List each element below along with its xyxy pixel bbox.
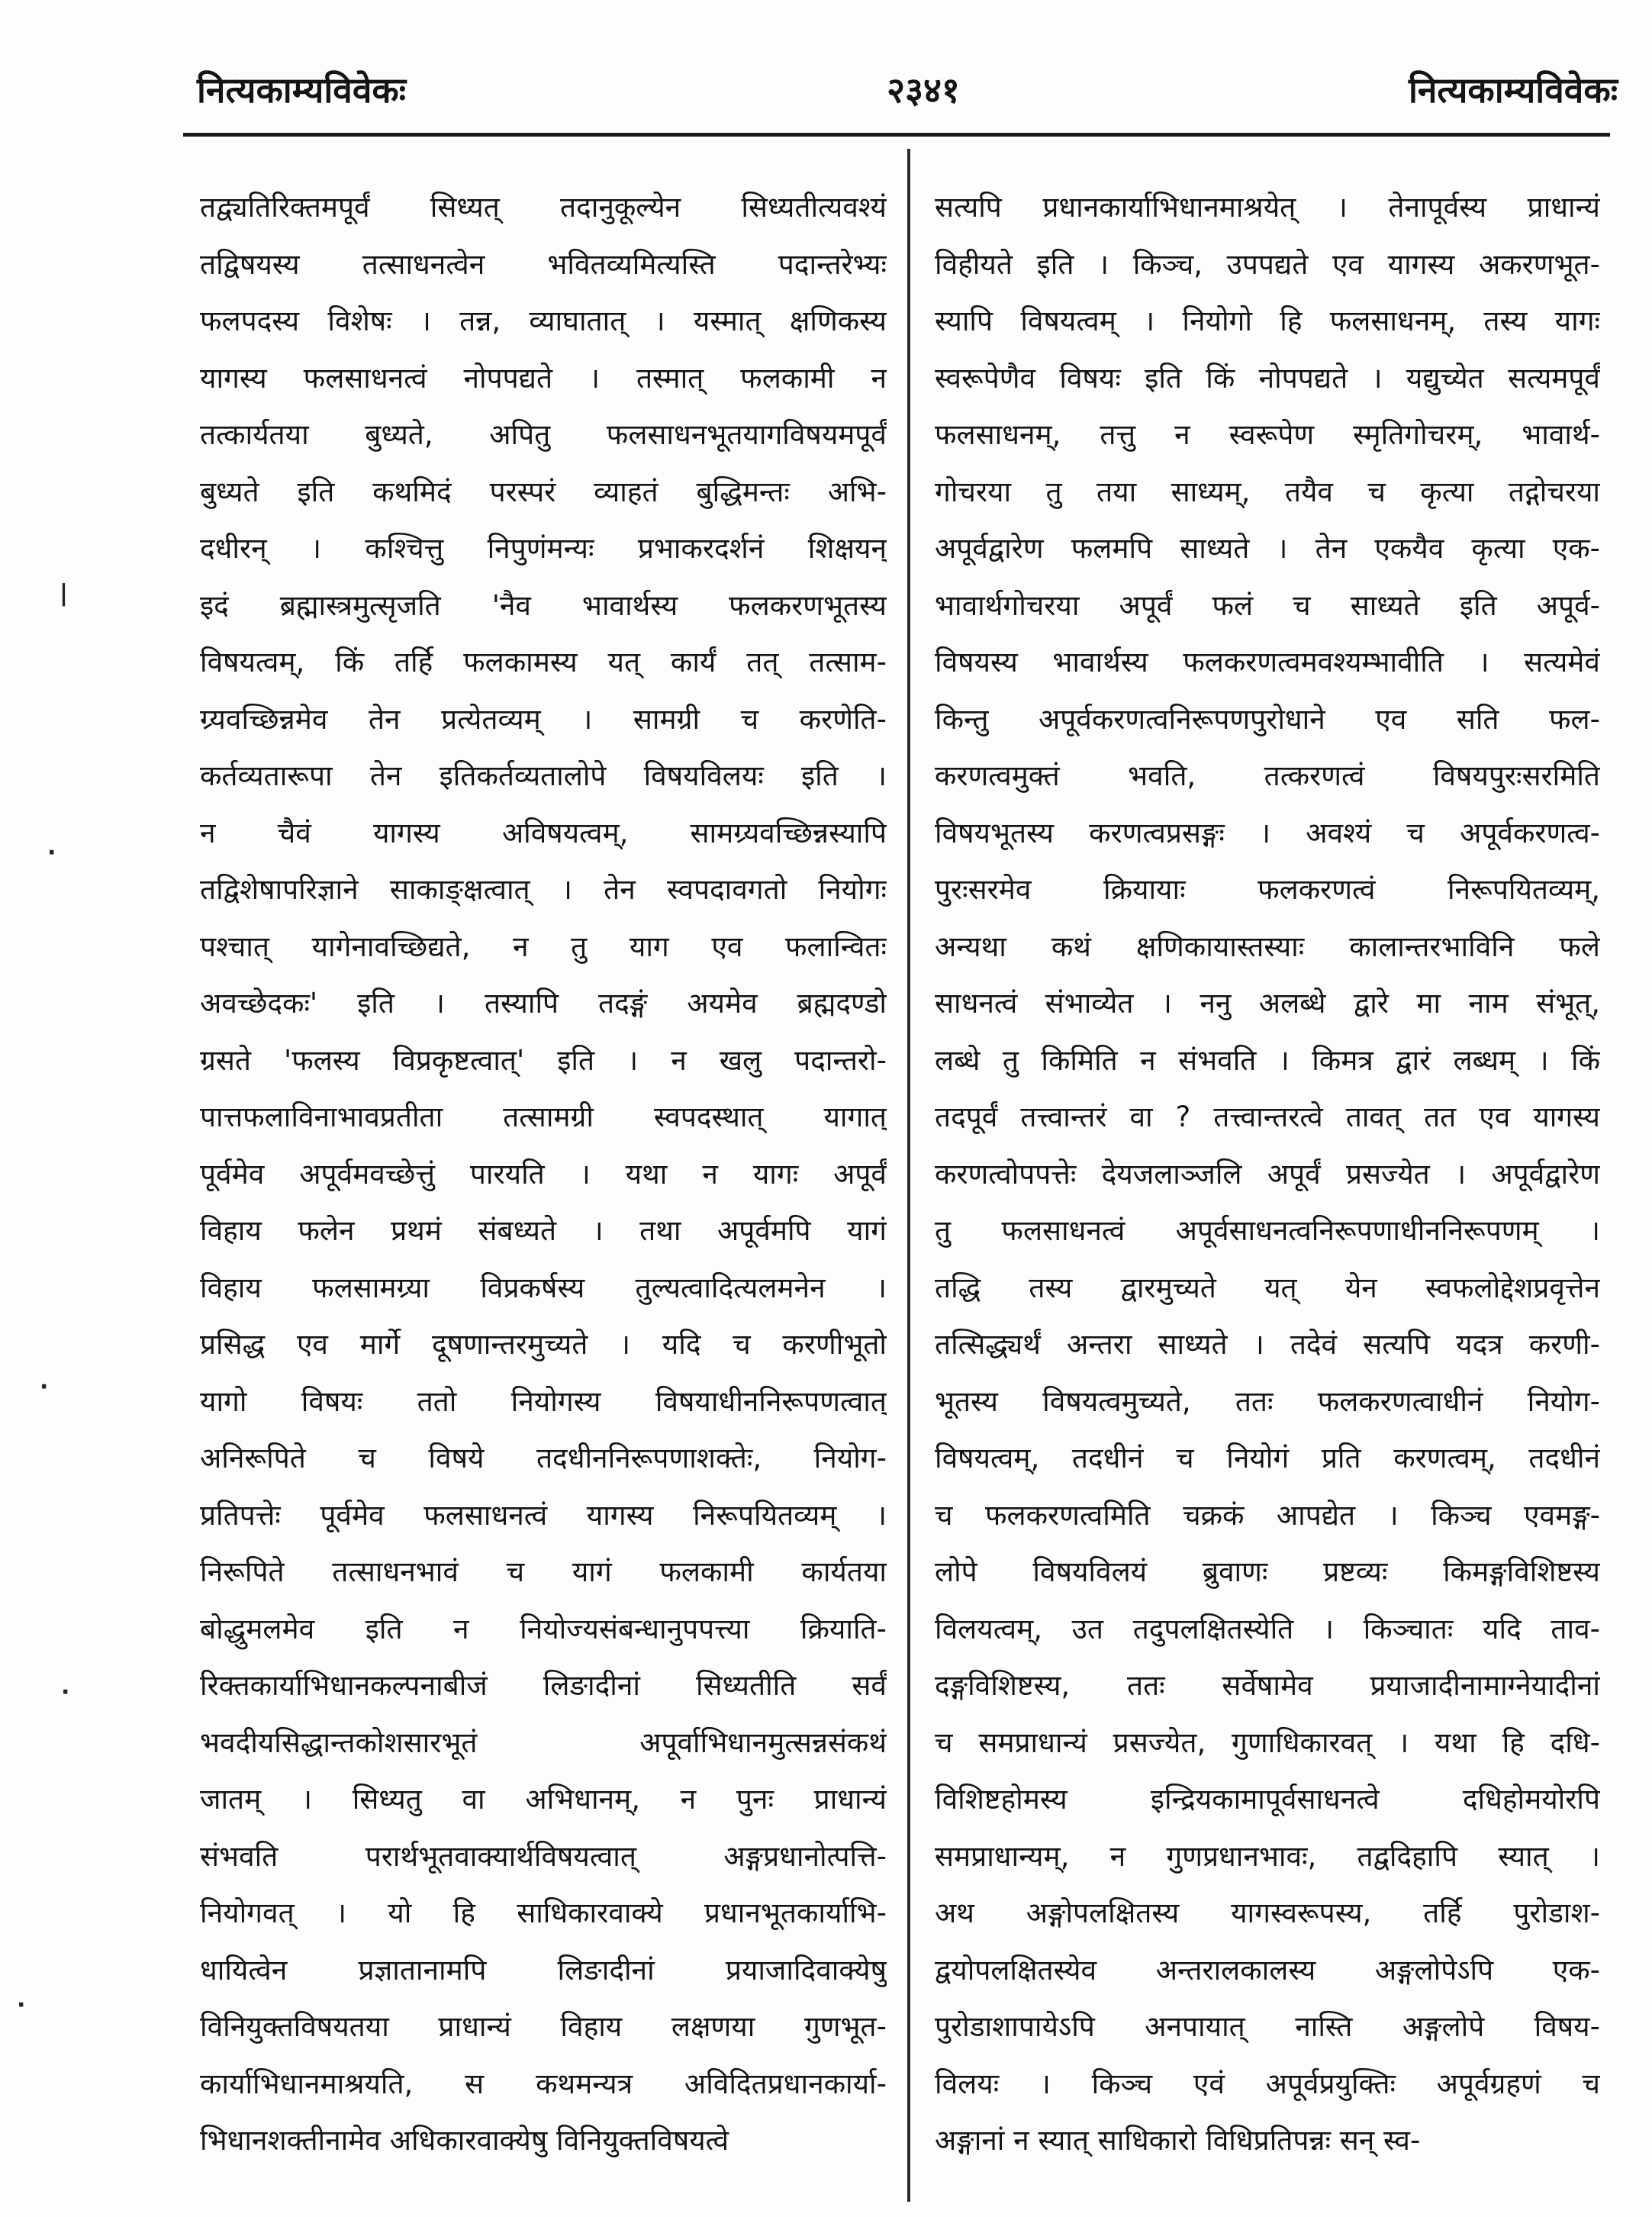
text-line: अथ अङ्गोपलक्षितस्य यागस्वरूपस्य, तर्हि पुरोडाश- [935, 1896, 1600, 1929]
text-line: इदं ब्रह्मास्त्रमुत्सृजति 'नैव भावार्थस्य फलकरणभूतस्य [200, 588, 887, 622]
text-line: साधनत्वं संभाव्येत । ननु अलब्धे द्वारे मा नाम संभूत्, [935, 987, 1600, 1020]
margin-mark: · [17, 1992, 26, 2019]
text-line: निरूपिते तत्साधनभावं च यागं फलकामी कार्यतया [200, 1555, 887, 1588]
text-line: तत्सिद्ध्यर्थं अन्तरा साध्यते । तदेवं सत्यपि यदत्र करणी- [935, 1328, 1600, 1361]
text-line: विषयभूतस्य करणत्वप्रसङ्गः । अवश्यं च अपूर्वकरणत्व- [935, 816, 1600, 849]
text-line: पूर्वमेव अपूर्वमवच्छेत्तुं पारयति । यथा न यागः अपूर्वं [200, 1157, 887, 1191]
text-line: तद्व्यतिरिक्तमपूर्वं सिध्यत् तदानुकूल्येन सिध्यतीत्यवश्यं [200, 191, 887, 224]
text-line: स्वरूपेणैव विषयः इति किं नोपपद्यते । यद्युच्येत सत्यमपूर्वं [935, 361, 1600, 395]
text-line: स्यापि विषयत्वम् । नियोगो हि फलसाधनम्, तस्य यागः [935, 305, 1600, 337]
right-text-column [935, 179, 1600, 2170]
margin-mark: · [47, 839, 56, 866]
text-line: विषयत्वम्, तदधीनं च नियोगं प्रति करणत्वम्, तदधीनं [935, 1442, 1600, 1474]
text-line: तत्कार्यतया बुध्यते, अपितु फलसाधनभूतयागविषयमपूर्वं [200, 418, 887, 451]
text-line: पुरःसरमेव क्रियायाः फलकरणत्वं निरूपयितव्यम्, [935, 873, 1600, 906]
text-line: दङ्गविशिष्टस्य, ततः सर्वेषामेव प्रयाजादीनामाग्नेयादीनां [935, 1669, 1600, 1702]
page-number: २३४१ [887, 69, 960, 111]
text-line: बोद्धुमलमेव इति न नियोज्यसंबन्धानुपपत्त्या क्रियाति- [200, 1612, 887, 1645]
text-line: लब्धे तु किमिति न संभवति । किमत्र द्वारं लब्धम् । किं [935, 1043, 1600, 1077]
text-line: विनियुक्तविषयतया प्राधान्यं विहाय लक्षणया गुणभूत- [200, 2010, 887, 2043]
text-line: विषयत्वम्, किं तर्हि फलकामस्य यत् कार्यं तत् तत्साम- [200, 646, 887, 678]
text-line: च फलकरणत्वमिति चक्रकं आपद्येत । किञ्च एवमङ्ग- [935, 1498, 1600, 1532]
running-head-right: नित्यकाम्यविवेकः [1408, 69, 1618, 111]
text-line: ग्रसते 'फलस्य विप्रकृष्टत्वात्' इति । न खलु पदान्तरो- [200, 1043, 887, 1077]
text-line: रिक्तकार्याभिधानकल्पनाबीजं लिङादीनां सिध्यतीति सर्वं [200, 1669, 887, 1702]
text-line: भवदीयसिद्धान्तकोशसारभूतं अपूर्वाभिधानमुत्सन्नसंकथं [200, 1726, 887, 1759]
text-line: अङ्गानां न स्यात् साधिकारो विधिप्रतिपन्नः सन् स्व- [935, 2124, 1421, 2157]
margin-mark: · [61, 1679, 70, 1706]
text-line: भिधानशक्तीनामेव अधिकारवाक्येषु विनियुक्तविषयत्वे [200, 2124, 729, 2157]
text-line: न चैवं यागस्य अविषयत्वम्, सामग्र्यवच्छिन्नस्यापि [200, 816, 887, 849]
text-line: भूतस्य विषयत्वमुच्यते, ततः फलकरणत्वाधीनं नियोग- [935, 1384, 1600, 1418]
text-line: अपूर्वद्वारेण फलमपि साध्यते । तेन एकयैव कृत्या एक- [935, 532, 1600, 565]
text-line: पुरोडाशापायेऽपि अनपायात् नास्ति अङ्गलोपे विषय- [935, 2010, 1600, 2043]
text-line: ग्र्यवच्छिन्नमेव तेन प्रत्येतव्यम् । सामग्री च करणेति- [200, 702, 887, 736]
text-line: लोपे विषयविलयं ब्रुवाणः प्रष्टव्यः किमङ्गविशिष्टस्य [935, 1555, 1600, 1588]
text-line: दधीरन् । कश्चित्तु निपुणंमन्यः प्रभाकरदर्शनं शिक्षयन् [200, 532, 887, 565]
margin-mark: | [60, 580, 68, 607]
text-line: विलयः । किञ्च एवं अपूर्वप्रयुक्तिः अपूर्वग्रहणं च [935, 2067, 1600, 2100]
text-line: द्वयोपलक्षितस्येव अन्तरालकालस्य अङ्गलोपेऽपि एक- [935, 1953, 1600, 1987]
text-line: तद्विषयस्य तत्साधनत्वेन भवितव्यमित्यस्ति पदान्तरेभ्यः [200, 247, 887, 281]
margin-mark: · [40, 1374, 49, 1400]
text-line: विहाय फलेन प्रथमं संबध्यते । तथा अपूर्वमपि यागं [200, 1214, 887, 1247]
text-line: तद्विशेषापरिज्ञाने साकाङ्क्षत्वात् । तेन स्वपदावगतो नियोगः [200, 873, 887, 906]
text-line: भावार्थगोचरया अपूर्वं फलं च साध्यते इति अपूर्व- [935, 588, 1600, 622]
text-line: अनिरूपिते च विषये तदधीननिरूपणाशक्तेः, नियोग- [200, 1442, 887, 1474]
left-text-column [200, 179, 887, 2170]
text-line: विहाय फलसामग्र्या विप्रकर्षस्य तुल्यत्वादित्यलमनेन । [200, 1271, 887, 1304]
text-line: संभवति परार्थभूतवाक्यार्थविषयत्वात् अङ्गप्रधानोत्पत्ति- [200, 1839, 887, 1873]
text-line: फलसाधनम्, तत्तु न स्वरूपेण स्मृतिगोचरम्, भावार्थ- [935, 418, 1600, 451]
text-line: तद्धि तस्य द्वारमुच्यते यत् येन स्वफलोद्देशप्रवृत्तेन [935, 1271, 1600, 1304]
text-line: अन्यथा कथं क्षणिकायास्तस्याः कालान्तरभाविनि फले [935, 930, 1600, 963]
text-line: नियोगवत् । यो हि साधिकारवाक्ये प्रधानभूतकार्याभि- [200, 1896, 887, 1929]
column-divider [907, 149, 910, 2202]
text-line: करणत्वोपपत्तेः देयजलाञ्जलि अपूर्वं प्रसज्येत । अपूर्वद्वारेण [935, 1157, 1600, 1191]
text-line: किन्तु अपूर्वकरणत्वनिरूपणपुरोधाने एव सति फल- [935, 702, 1600, 736]
text-line: कार्याभिधानमाश्रयति, स कथमन्यत्र अविदितप्रधानकार्या- [200, 2067, 887, 2100]
text-line: यागो विषयः ततो नियोगस्य विषयाधीननिरूपणत्वात् [200, 1384, 887, 1418]
text-line: तु फलसाधनत्वं अपूर्वसाधनत्वनिरूपणाधीननिरूपणम् । [935, 1214, 1600, 1247]
text-line: बुध्यते इति कथमिदं परस्परं व्याहतं बुद्धिमन्तः अभि- [200, 475, 887, 508]
text-line: फलपदस्य विशेषः । तन्न, व्याघातात् । यस्मात् क्षणिकस्य [200, 305, 887, 337]
text-line: गोचरया तु तया साध्यम्, तयैव च कृत्या तद्गोचरया [935, 475, 1600, 508]
text-line: करणत्वमुक्तं भवति, तत्करणत्वं विषयपुरःसरमिति [935, 759, 1600, 792]
running-head-left: नित्यकाम्यविवेकः [197, 69, 407, 111]
text-line: सत्यपि प्रधानकार्याभिधानमाश्रयेत् । तेनापूर्वस्य प्राधान्यं [935, 191, 1600, 224]
header-rule [183, 133, 1610, 137]
text-line: यागस्य फलसाधनत्वं नोपपद्यते । तस्मात् फलकामी न [200, 361, 887, 395]
text-line: विषयस्य भावार्थस्य फलकरणत्वमवश्यम्भावीति । सत्यमेवं [935, 646, 1600, 678]
text-line: तदपूर्वं तत्त्वान्तरं वा ? तत्त्वान्तरत्वे तावत् तत एव यागस्य [935, 1100, 1600, 1133]
text-line: कर्तव्यतारूपा तेन इतिकर्तव्यतालोपे विषयविलयः इति । [200, 759, 887, 792]
text-line: प्रसिद्ध एव मार्गे दूषणान्तरमुच्यते । यदि च करणीभूतो [200, 1328, 887, 1361]
text-line: धायित्वेन प्रज्ञातानामपि लिङादीनां प्रयाजादिवाक्येषु [200, 1953, 887, 1987]
text-line: अवच्छेदकः' इति । तस्यापि तदङ्गं अयमेव ब्रह्मदण्डो [200, 987, 887, 1020]
text-line: विहीयते इति । किञ्च, उपपद्यते एव यागस्य अकरणभूत- [935, 247, 1600, 281]
text-line: विशिष्टहोमस्य इन्द्रियकामापूर्वसाधनत्वे दधिहोमयोरपि [935, 1783, 1600, 1816]
text-line: प्रतिपत्तेः पूर्वमेव फलसाधनत्वं यागस्य निरूपयितव्यम् । [200, 1498, 887, 1532]
text-line: च समप्राधान्यं प्रसज्येत, गुणाधिकारवत् । यथा हि दधि- [935, 1726, 1600, 1759]
text-line: पात्तफलाविनाभावप्रतीता तत्सामग्री स्वपदस्थात् यागात् [200, 1100, 887, 1133]
text-line: जातम् । सिध्यतु वा अभिधानम्, न पुनः प्राधान्यं [200, 1783, 887, 1816]
text-line: पश्चात् यागेनावच्छिद्यते, न तु याग एव फलान्वितः [200, 930, 887, 963]
text-line: समप्राधान्यम्, न गुणप्रधानभावः, तद्वदिहापि स्यात् । [935, 1839, 1600, 1873]
text-line: विलयत्वम्, उत तदुपलक्षितस्येति । किञ्चातः यदि ताव- [935, 1612, 1600, 1645]
